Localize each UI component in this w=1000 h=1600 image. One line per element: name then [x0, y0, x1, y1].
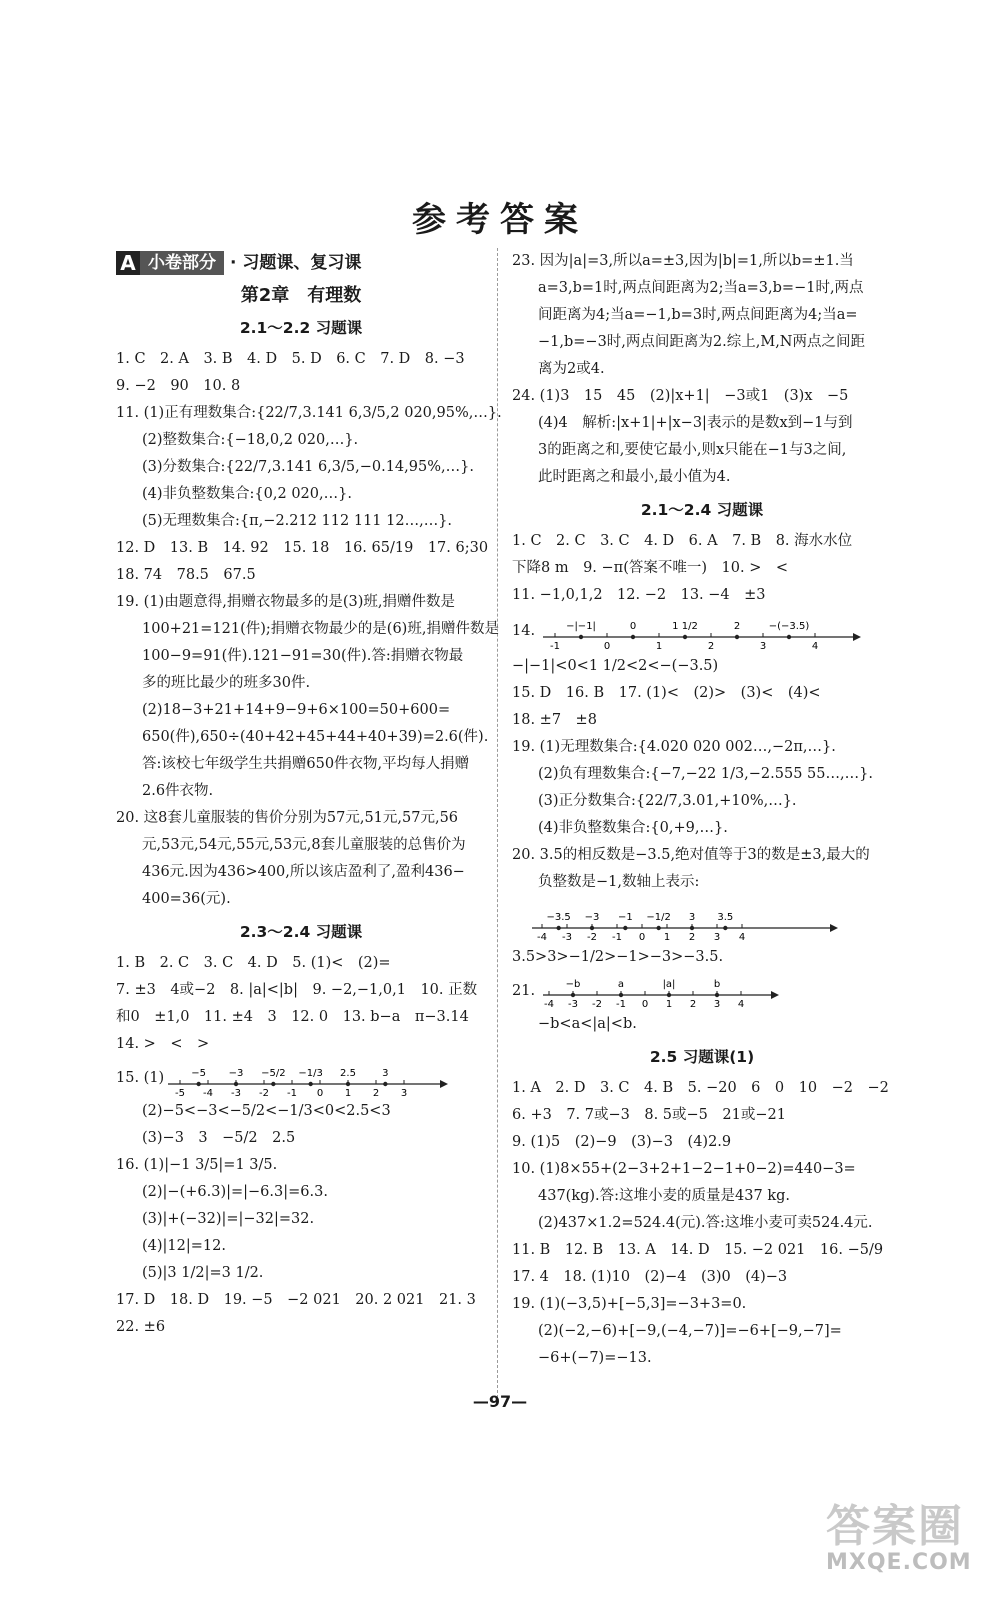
answer-line: −b<a<|a|<b.: [538, 1016, 637, 1032]
answer-line: [116, 1058, 486, 1098]
point-label: 2.5: [340, 1068, 357, 1079]
point-label: 1 1/2: [672, 621, 698, 632]
point-marker: [571, 993, 575, 997]
tick-label: -3: [231, 1088, 242, 1096]
tick-label: 2: [707, 641, 715, 651]
point-label: −|−1|: [566, 621, 596, 632]
tick-label: 4: [737, 999, 745, 1009]
answer-line: 9. (1)5 (2)−9 (3)−3 (4)2.9: [512, 1134, 732, 1150]
tick-label: 2: [688, 932, 696, 942]
banner-letter: A: [116, 251, 140, 275]
point-marker: [667, 993, 671, 997]
point-label: 3: [688, 912, 696, 923]
banner-tag: 小卷部分: [140, 251, 224, 275]
point-label: −(−3.5): [768, 621, 810, 632]
tick-label: 1: [665, 999, 673, 1009]
banner-subtitle: · 习题课、复习课: [230, 252, 362, 273]
answer-line: 3.5>3>−1/2>−1>−3>−3.5.: [512, 949, 724, 965]
point-marker: [346, 1082, 350, 1086]
answer-line: (2)|−(+6.3)|=|−6.3|=6.3.: [142, 1184, 328, 1200]
answer-line: 11. (1)正有理数集合:{22/7,3.141 6,3/5,2 020,95%,…}.: [116, 405, 502, 421]
axis-arrow: [853, 633, 861, 641]
tick-label: 3: [713, 999, 721, 1009]
answer-label: 21.: [512, 982, 536, 999]
number-line-ticks: [550, 621, 818, 651]
answer-line: 答:该校七年级学生共捐赠650件衣物,平均每人捐赠: [142, 756, 470, 772]
answer-line: (4)|12|=12.: [142, 1238, 226, 1254]
answer-line: (2)437×1.2=524.4(元).答:这堆小麦可卖524.4元.: [538, 1215, 873, 1231]
chapter-title: 第2章 有理数: [240, 285, 362, 306]
number-line-r1: [535, 611, 865, 651]
tick-label: -3: [562, 932, 572, 942]
answer-line: 14. > < >: [116, 1036, 210, 1052]
answer-label: 14.: [512, 622, 536, 639]
answer-line: 11. −1,0,1,2 12. −2 13. −4 ±3: [512, 587, 766, 603]
point-label: −3: [228, 1068, 244, 1079]
point-label: a: [617, 979, 625, 990]
point-marker: [623, 926, 627, 930]
tick-label: -2: [587, 932, 597, 942]
point-label: −3: [584, 912, 600, 923]
tick-label: -3: [568, 999, 579, 1009]
point-label: b: [713, 979, 721, 990]
axis-arrow: [830, 924, 838, 932]
tick-label: -4: [544, 999, 555, 1009]
answer-line: (3)分数集合:{22/7,3.141 6,3/5,−0.14,95%,…}.: [142, 459, 474, 475]
answer-line: 9. −2 90 10. 8: [116, 378, 241, 394]
tick-label: 4: [738, 932, 746, 942]
answer-line: −|−1|<0<1 1/2<2<−(−3.5): [512, 658, 719, 674]
answer-line: 100+21=121(件);捐赠衣物最少的是(6)班,捐赠件数是: [142, 621, 499, 637]
tick-label: -1: [287, 1088, 298, 1096]
answer-line: −1,b=−3时,两点间距离为2.综上,M,N两点之间距: [538, 334, 865, 350]
answer-line: (3)正分数集合:{22/7,3.01,+10%,…}.: [538, 793, 797, 809]
tick-label: 1: [655, 641, 663, 651]
answer-line: 437(kg).答:这堆小麦的质量是437 kg.: [538, 1188, 791, 1204]
answer-line: 12. D 13. B 14. 92 15. 18 16. 65/19 17. 6;30: [116, 540, 489, 556]
point-label: −5: [191, 1068, 207, 1079]
point-marker: [631, 635, 635, 639]
tick-label: -4: [203, 1088, 214, 1096]
answer-line: 负整数是−1,数轴上表示:: [538, 874, 700, 890]
point-marker: [383, 1082, 387, 1086]
point-marker: [579, 635, 583, 639]
answer-line: 17. 4 18. (1)10 (2)−4 (3)0 (4)−3: [512, 1269, 788, 1285]
answer-line: 23. 因为|a|=3,所以a=±3,因为|b|=1,所以b=±1.当: [512, 253, 854, 269]
axis-arrow: [771, 991, 779, 999]
point-label: −1/3: [298, 1068, 324, 1079]
answer-line: (3)|+(−32)|=|−32|=32.: [142, 1211, 315, 1227]
answer-line: 10. (1)8×55+(2−3+2+1−2−1+0−2)=440−3=: [512, 1161, 856, 1177]
point-label: −1/2: [646, 912, 671, 923]
answer-line: 离为2或4.: [538, 361, 605, 377]
answer-line: (3)−3 3 −5/2 2.5: [142, 1130, 296, 1146]
tick-label: -1: [550, 641, 561, 651]
point-marker: [690, 926, 694, 930]
answer-line: [512, 609, 892, 653]
answer-line: (2)−5<−3<−5/2<−1/3<0<2.5<3: [142, 1103, 391, 1119]
axis-arrow: [440, 1080, 448, 1088]
answer-line: (4)非负整数集合:{0,+9,…}.: [538, 820, 728, 836]
answer-line: 此时距离之和最小,最小值为4.: [538, 469, 731, 485]
answer-line: −6+(−7)=−13.: [538, 1350, 652, 1366]
answer-line: (5)无理数集合:{π,−2.212 112 111 12…,…}.: [142, 513, 453, 529]
point-marker: [197, 1082, 201, 1086]
answer-line: (4)非负整数集合:{0,2 020,…}.: [142, 486, 352, 502]
left-column: [116, 248, 502, 1341]
tick-label: 0: [317, 1088, 324, 1096]
answer-line: (5)|3 1/2|=3 1/2.: [142, 1265, 264, 1281]
answer-line: 22. ±6: [116, 1319, 166, 1335]
answer-line: 1. A 2. D 3. C 4. B 5. −20 6 0 10 −2 −2: [512, 1080, 889, 1096]
point-marker: [234, 1082, 238, 1086]
answer-line: 19. (1)无理数集合:{4.020 020 002…,−2π,…}.: [512, 739, 836, 755]
number-line-r2: [512, 898, 842, 942]
number-line-left: [164, 1060, 454, 1096]
answer-line: 下降8 m 9. −π(答案不唯一) 10. > <: [512, 560, 788, 576]
number-line-ticks: [544, 979, 744, 1009]
answer-line: 18. 74 78.5 67.5: [116, 567, 256, 583]
tick-label: 3: [759, 641, 767, 651]
answer-line: (4)4 解析:|x+1|+|x−3|表示的是数x到−1与到: [538, 415, 853, 431]
answer-line: 间距离为4;当a=−1,b=3时,两点间距离为4;当a=: [538, 307, 858, 323]
number-line-ticks: [175, 1068, 407, 1096]
answer-line: 436元.因为436>400,所以该店盈利了,盈利436−: [142, 864, 465, 880]
answer-line: (2)负有理数集合:{−7,−22 1/3,−2.555 55…,…}.: [538, 766, 873, 782]
section-heading: 2.5 习题课(1): [649, 1048, 755, 1066]
watermark-logo: [826, 1490, 976, 1590]
tick-label: 1: [345, 1088, 352, 1096]
point-label: −5/2: [261, 1068, 286, 1079]
answer-line: 1. C 2. C 3. C 4. D 6. A 7. B 8. 海水水位: [512, 533, 853, 549]
point-label: −3.5: [546, 912, 571, 923]
answer-line: 19. (1)(−3,5)+[−5,3]=−3+3=0.: [512, 1296, 747, 1312]
point-marker: [556, 926, 560, 930]
right-column: [512, 248, 892, 1372]
tick-label: -1: [616, 999, 627, 1009]
point-marker: [656, 926, 660, 930]
answer-line: 400=36(元).: [142, 891, 231, 907]
answer-line: 7. ±3 4或−2 8. |a|<|b| 9. −2,−1,0,1 10. 正数: [116, 982, 478, 998]
tick-label: 1: [663, 932, 671, 942]
answer-line: 650(件),650÷(40+42+45+44+40+39)=2.6(件).: [142, 729, 489, 745]
answer-line: 2.6件衣物.: [142, 783, 214, 799]
watermark-text: 答案圈: [826, 1501, 964, 1552]
point-marker: [787, 635, 791, 639]
answer-line: 11. B 12. B 13. A 14. D 15. −2 021 16. −5/9: [512, 1242, 884, 1258]
answer-line: 15. D 16. B 17. (1)< (2)> (3)< (4)<: [512, 685, 821, 701]
answer-line: 20. 这8套儿童服装的售价分别为57元,51元,57元,56: [116, 810, 459, 826]
point-marker: [619, 993, 623, 997]
point-marker: [309, 1082, 313, 1086]
answer-line: 17. D 18. D 19. −5 −2 021 20. 2 021 21. 3: [116, 1292, 476, 1308]
tick-label: 2: [373, 1088, 380, 1096]
answer-line: 元,53元,54元,55元,53元,8套儿童服装的总售价为: [142, 837, 466, 853]
number-line-ticks: [537, 912, 745, 942]
tick-label: -4: [537, 932, 547, 942]
tick-label: 2: [689, 999, 697, 1009]
section-heading: 2.3～2.4 习题课: [239, 923, 363, 941]
answer-line: a=3,b=1时,两点间距离为2;当a=3,b=−1时,两点: [538, 280, 864, 296]
tick-label: -2: [259, 1088, 270, 1096]
tick-label: 0: [603, 641, 611, 651]
section-banner: [116, 248, 486, 278]
page-title: 参考答案: [412, 200, 588, 240]
tick-label: 3: [713, 932, 721, 942]
tick-label: -2: [592, 999, 603, 1009]
answer-line: 100−9=91(件).121−91=30(件).答:捐赠衣物最: [142, 648, 464, 664]
point-marker: [683, 635, 687, 639]
point-marker: [590, 926, 594, 930]
answer-line: 18. ±7 ±8: [512, 712, 597, 728]
answer-line: 多的班比最少的班多30件.: [142, 675, 311, 691]
watermark-url: MXQE.COM: [826, 1550, 972, 1575]
point-label: 3: [382, 1068, 389, 1079]
section-heading: 2.1～2.4 习题课: [640, 501, 764, 519]
answer-line: 20. 3.5的相反数是−3.5,绝对值等于3的数是±3,最大的: [512, 847, 870, 863]
tick-label: 3: [401, 1088, 408, 1096]
answer-line: (2)18−3+21+14+9−9+6×100=50+600=: [142, 702, 451, 718]
tick-label: 0: [641, 999, 649, 1009]
number-line-r3: [535, 973, 795, 1009]
answer-line: 和0 ±1,0 11. ±4 3 12. 0 13. b−a π−3.14: [116, 1009, 469, 1025]
point-label: −b: [565, 979, 581, 990]
point-label: |a|: [662, 979, 676, 990]
point-label: 2: [733, 621, 741, 632]
point-label: −1: [617, 912, 633, 923]
answer-line: 1. B 2. C 3. C 4. D 5. (1)< (2)=: [116, 955, 391, 971]
answer-line: (2)(−2,−6)+[−9,(−4,−7)]=−6+[−9,−7]=: [538, 1323, 842, 1339]
answer-line: (2)整数集合:{−18,0,2 020,…}.: [142, 432, 359, 448]
answer-line: 1. C 2. A 3. B 4. D 5. D 6. C 7. D 8. −3: [116, 351, 465, 367]
point-marker: [735, 635, 739, 639]
answer-line: [512, 971, 892, 1011]
tick-label: -5: [175, 1088, 186, 1096]
answer-line: 19. (1)由题意得,捐赠衣物最多的是(3)班,捐赠件数是: [116, 594, 455, 610]
point-label: 3.5: [717, 912, 734, 923]
page-number: —97—: [472, 1392, 528, 1411]
answer-line: 6. +3 7. 7或−3 8. 5或−5 21或−21: [512, 1107, 786, 1123]
answer-label: 15. (1): [116, 1069, 165, 1086]
point-marker: [715, 993, 719, 997]
section-heading: 2.1～2.2 习题课: [239, 319, 363, 337]
answer-line: 16. (1)|−1 3/5|=1 3/5.: [116, 1157, 278, 1173]
answer-line: 24. (1)3 15 45 (2)|x+1| −3或1 (3)x −5: [512, 388, 849, 404]
answer-line: 3的距离之和,要使它最小,则x只能在−1与3之间,: [538, 442, 847, 458]
point-marker: [271, 1082, 275, 1086]
point-label: 0: [629, 621, 637, 632]
point-marker: [723, 926, 727, 930]
tick-label: 4: [811, 641, 819, 651]
tick-label: 0: [638, 932, 646, 942]
tick-label: -1: [612, 932, 622, 942]
